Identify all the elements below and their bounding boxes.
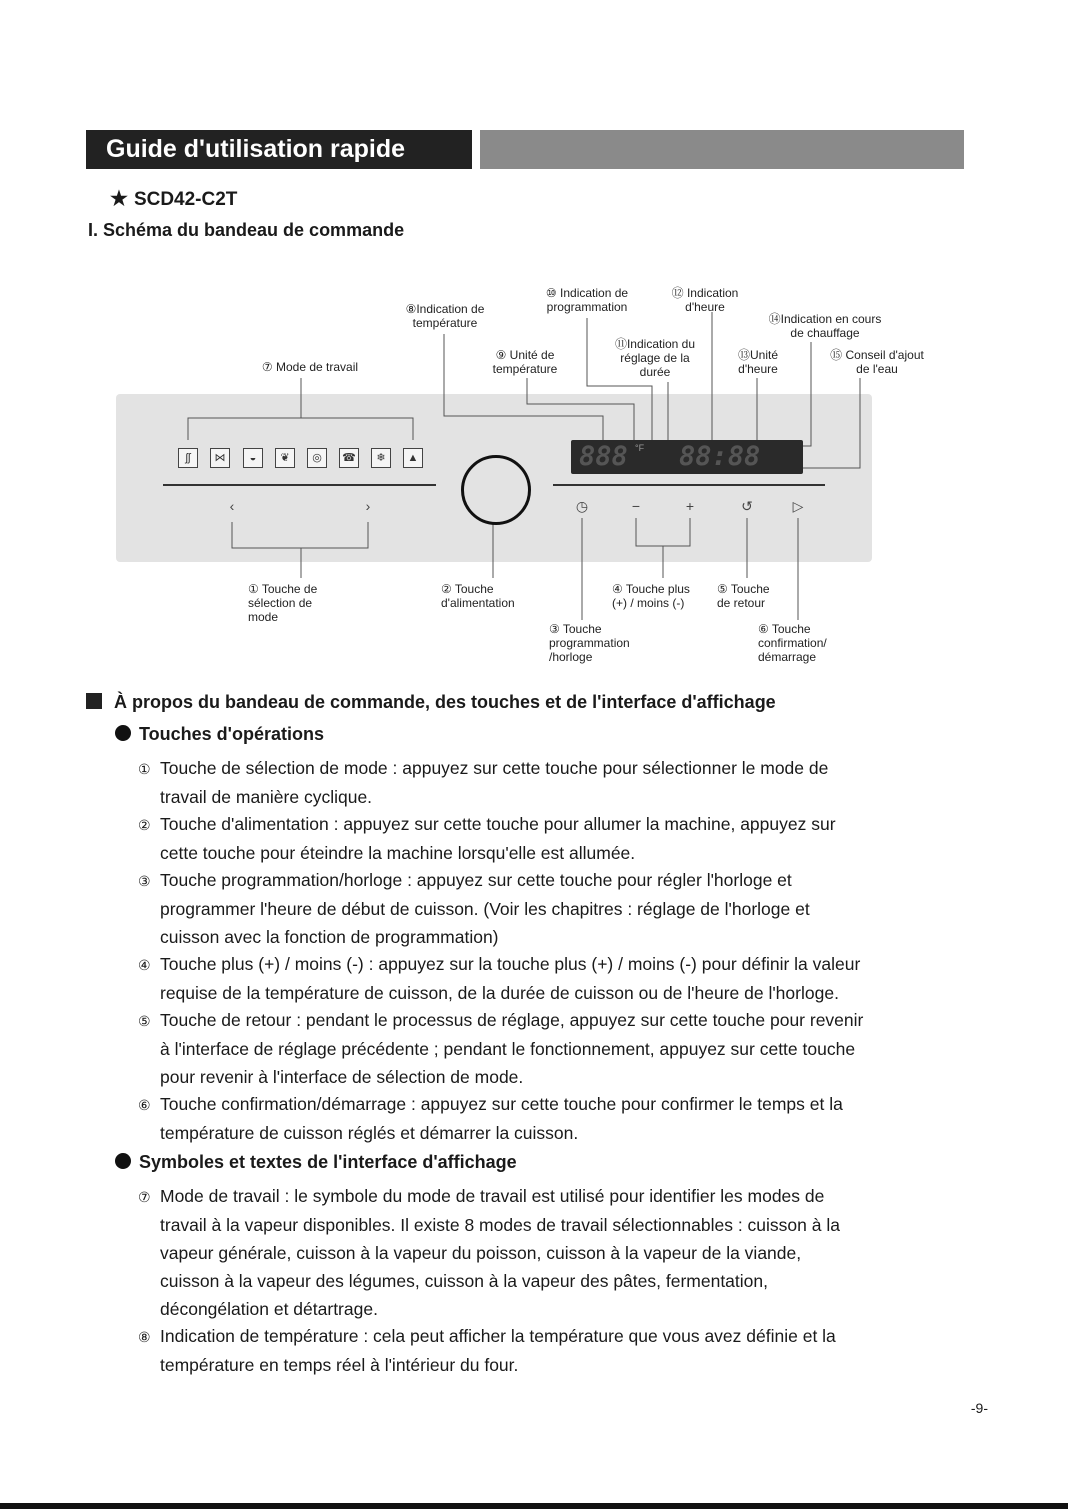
general-steam-icon: ʃʃ bbox=[178, 448, 198, 468]
label-water-advice: ⑮ Conseil d'ajout de l'eau bbox=[830, 348, 924, 376]
list-item: ③ Touche programmation/horloge : appuyez sur cette touche pour régler l'horloge et programmer l'heure de début de cuisson. (Voir les chapitres : réglage de l'horloge et cuisson avec la fonction de programmation) bbox=[138, 870, 810, 947]
power-knob[interactable] bbox=[461, 455, 531, 525]
label-plus-minus-key: ④ Touche plus (+) / moins (-) bbox=[612, 582, 690, 610]
vegetable-icon: ❦ bbox=[275, 448, 295, 468]
back-icon[interactable]: ↺ bbox=[741, 498, 753, 514]
minus-button[interactable]: − bbox=[631, 498, 641, 514]
time-digits: 88:88 bbox=[679, 441, 761, 472]
list-item: ② Touche d'alimentation : appuyez sur cette touche pour allumer la machine, appuyez sur cette touche pour éteindre la machine lorsqu'elle est allumée. bbox=[138, 814, 836, 863]
divider-left bbox=[163, 484, 436, 486]
temp-digits: 888 bbox=[579, 441, 628, 472]
label-back-key: ⑤ Touche de retour bbox=[717, 582, 770, 610]
label-temperature-indication: ⑧Indication de température bbox=[405, 302, 485, 330]
list-item: ⑤ Touche de retour : pendant le processus de réglage, appuyez sur cette touche pour revenir à l'interface de réglage précédente ; pendant le fonctionnement, appuyez sur cette touche pour revenir à l'interface de sélection de mode. bbox=[138, 1010, 864, 1087]
bullet-icon bbox=[115, 1153, 131, 1169]
descaling-icon: ▲ bbox=[403, 448, 423, 468]
label-time-unit: ⑬Unité d'heure bbox=[737, 348, 778, 376]
bullet-icon bbox=[115, 725, 131, 741]
page-title: Guide d'utilisation rapide bbox=[86, 130, 472, 169]
fish-icon: ⋈ bbox=[210, 448, 230, 468]
temp-unit: °F bbox=[635, 443, 645, 453]
label-duration-indication: ⑪Indication du réglage de la durée bbox=[614, 337, 696, 379]
bullet-heading: Touches d'opérations bbox=[115, 724, 324, 745]
meat-icon: ◒ bbox=[243, 448, 263, 468]
list-item: ① Touche de sélection de mode : appuyez sur cette touche pour sélectionner le mode de travail de manière cyclique. bbox=[138, 758, 829, 807]
clock-icon[interactable]: ◷ bbox=[575, 498, 589, 514]
label-clock-key: ③ Touche programmation /horloge bbox=[549, 622, 630, 664]
label-time-indication: ⑫ Indication d'heure bbox=[671, 286, 739, 314]
start-icon[interactable]: ▷ bbox=[792, 498, 804, 514]
label-programming-indication: ⑩ Indication de programmation bbox=[545, 286, 629, 314]
label-mode-select-key: ① Touche de sélection de mode bbox=[248, 582, 318, 624]
list-item: ⑧ Indication de température : cela peut afficher la température que vous avez définie et la température en temps réel à l'intérieur du four. bbox=[138, 1326, 836, 1375]
divider-right bbox=[553, 484, 825, 486]
bullet-heading: Symboles et textes de l'interface d'affichage bbox=[115, 1152, 517, 1173]
mode-left-arrow[interactable]: ‹ bbox=[229, 498, 235, 514]
label-work-mode: ⑦ Mode de travail bbox=[261, 360, 359, 374]
defrost-icon: ❄ bbox=[371, 448, 391, 468]
label-power-key: ② Touche d'alimentation bbox=[441, 582, 515, 610]
plus-button[interactable]: + bbox=[685, 498, 695, 514]
page-number: -9- bbox=[970, 1400, 988, 1416]
section-title: I. Schéma du bandeau de commande bbox=[88, 220, 405, 240]
mode-right-arrow[interactable]: › bbox=[365, 498, 371, 514]
label-temperature-unit: ⑨ Unité de température bbox=[492, 348, 558, 376]
model-name: SCD42-C2T bbox=[133, 189, 238, 210]
list-item: ⑦ Mode de travail : le symbole du mode de travail est utilisé pour identifier les modes de travail à la vapeur disponibles. Il existe 8 modes de travail sélectionnables : cuisson à la vapeur générale, cuisson à la vapeur du poisson, cuisson à la vapeur de la viande, cuisson à la vapeur des légumes, cuisson à la vapeur des pâtes, fermentation, décongélation et détartrage. bbox=[138, 1186, 840, 1319]
bottom-rule bbox=[0, 1503, 1068, 1509]
fermentation-icon: ☎ bbox=[339, 448, 359, 468]
list-item: ⑥ Touche confirmation/démarrage : appuyez sur cette touche pour confirmer le temps et la température de cuisson réglés et démarrer la cuisson. bbox=[138, 1094, 843, 1143]
section2-title: À propos du bandeau de commande, des touches et de l'interface d'affichage bbox=[86, 692, 776, 713]
star-icon: ★ bbox=[110, 188, 128, 210]
pasta-icon: ◎ bbox=[307, 448, 327, 468]
list-item: ④ Touche plus (+) / moins (-) : appuyez sur la touche plus (+) / moins (-) pour définir la valeur requise de la température de cuisson, de la durée de cuisson ou de l'heure de l'horloge. bbox=[138, 954, 861, 1003]
square-bullet-icon bbox=[86, 693, 102, 709]
label-start-key: ⑥ Touche confirmation/ démarrage bbox=[758, 622, 827, 664]
lcd-display bbox=[571, 440, 803, 474]
label-heating-indication: ⑭Indication en cours de chauffage bbox=[768, 312, 882, 340]
